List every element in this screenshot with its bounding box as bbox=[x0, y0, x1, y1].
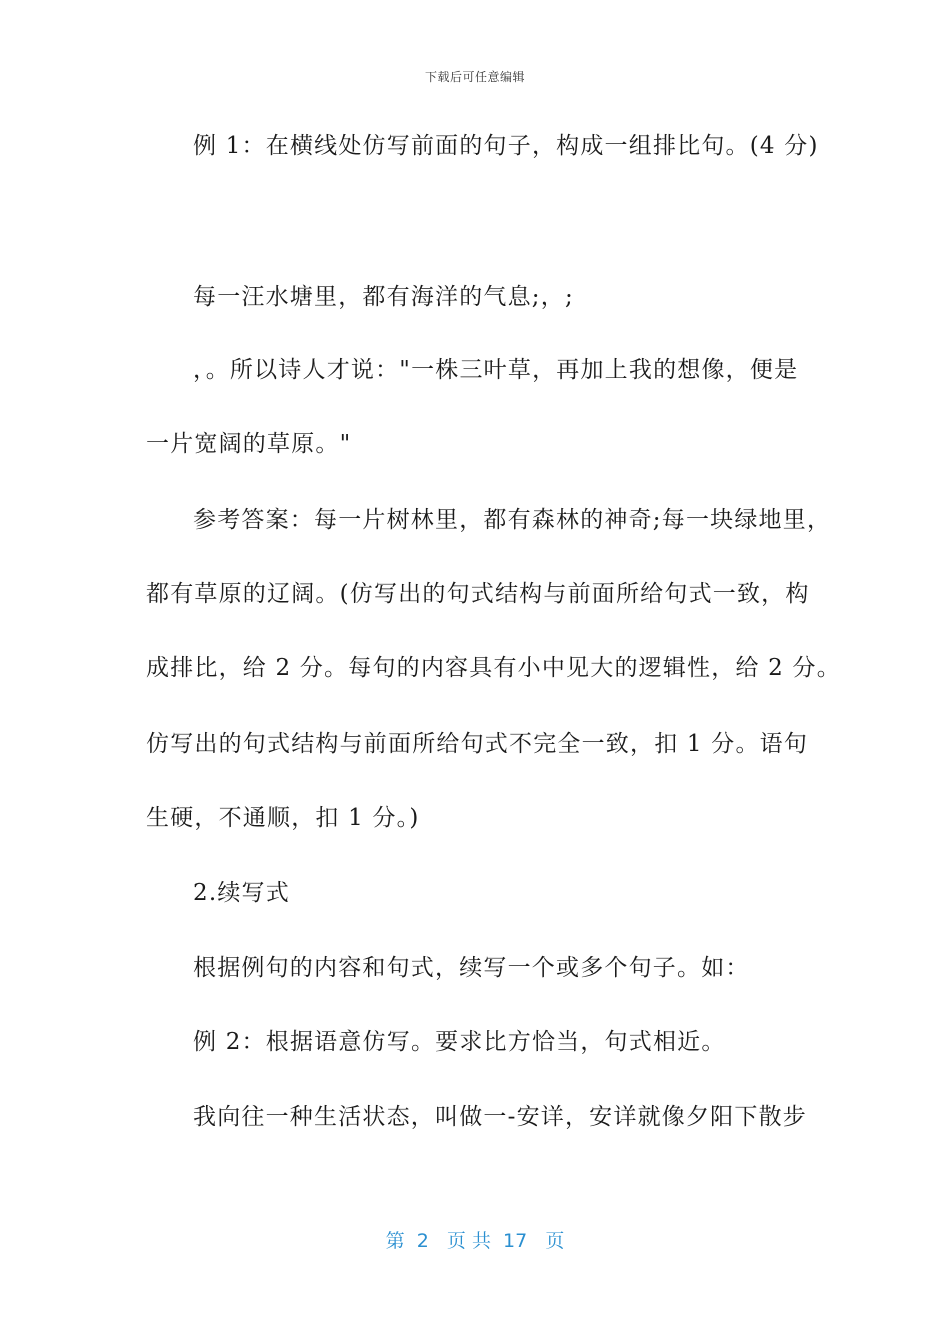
paragraph-line: 成排比，给 2 分。每句的内容具有小中见大的逻辑性，给 2 分。 bbox=[146, 655, 841, 681]
paragraph-line: 例 2：根据语意仿写。要求比方恰当，句式相近。 bbox=[193, 1029, 726, 1055]
section-heading: 2.续写式 bbox=[193, 880, 290, 906]
paragraph-line: 生硬，不通顺，扣 1 分。) bbox=[146, 805, 420, 831]
paragraph-line: 参考答案：每一片树林里，都有森林的神奇;每一块绿地里， bbox=[193, 507, 832, 533]
paragraph-line: 每一汪水塘里，都有海洋的气息;，; bbox=[193, 284, 574, 310]
paragraph-line: 一片宽阔的草原。" bbox=[146, 431, 352, 457]
paragraph-line: ，。所以诗人才说："一株三叶草，再加上我的想像，便是 bbox=[193, 357, 799, 383]
paragraph-line: 根据例句的内容和句式，续写一个或多个句子。如： bbox=[193, 955, 750, 981]
paragraph-line: 都有草原的辽阔。(仿写出的句式结构与前面所给句式一致，构 bbox=[146, 581, 810, 607]
document-header-note: 下载后可任意编辑 bbox=[424, 70, 525, 84]
page-number-footer: 第 2 页 共 17 页 bbox=[385, 1230, 565, 1252]
paragraph-line: 我向往一种生活状态，叫做一-安详，安详就像夕阳下散步 bbox=[193, 1104, 807, 1130]
paragraph-line: 例 1：在横线处仿写前面的句子，构成一组排比句。(4 分) bbox=[193, 133, 819, 159]
paragraph-line: 仿写出的句式结构与前面所给句式不完全一致，扣 1 分。语句 bbox=[146, 731, 809, 757]
